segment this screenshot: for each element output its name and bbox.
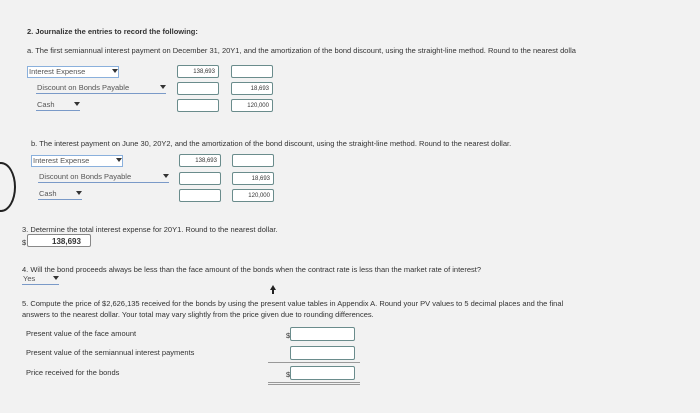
credit-field-discount-a[interactable]: 18,693 [231,82,273,95]
credit-field-discount-b[interactable]: 18,693 [232,172,274,185]
chevron-down-icon [74,102,80,106]
account-select-interest-expense-a[interactable]: Interest Expense [27,66,119,78]
question-4-text: 4. Will the bond proceeds always be less than the face amount of the bonds when the contract rate is less than the market rate of interest? [22,265,482,274]
question-3-text: 3. Determine the total interest expense for 20Y1. Round to the nearest dollar. [22,225,278,234]
chevron-down-icon [163,174,169,178]
chevron-down-icon [53,276,59,280]
credit-field-cash-b[interactable]: 120,000 [232,189,274,202]
mouse-pointer-icon [269,285,277,295]
account-select-cash-a[interactable]: Cash [36,100,80,111]
debit-field-interest-expense-a[interactable]: 138,693 [177,65,219,78]
currency-pv-face-amount: $ [286,331,291,340]
price-received-field[interactable] [290,366,355,380]
account-select-interest-expense-b[interactable]: Interest Expense [31,155,123,167]
credit-field-interest-expense-a[interactable] [231,65,273,78]
label-pv-face-amount: Present value of the face amount [26,329,137,338]
question-2a-text: a. The first semiannual interest payment on December 31, 20Y1, and the amortization of the bond discount, using the straight-line method. Round to the nearest dolla [27,46,576,55]
question-2-title: 2. Journalize the entries to record the following: [27,27,198,36]
question-3-currency: $ [22,238,27,247]
debit-field-interest-expense-b[interactable]: 138,693 [179,154,221,167]
double-underline-1 [268,382,360,383]
account-select-discount-b[interactable]: Discount on Bonds Payable [38,172,169,183]
question-5-line1: 5. Compute the price of $2,626,135 received for the bonds by using the present value tables in Appendix A. Round your PV values to 5 decimal places and the final [22,299,564,308]
account-select-discount-a[interactable]: Discount on Bonds Payable [36,83,166,94]
account-select-cash-b[interactable]: Cash [38,189,82,200]
currency-price-received: $ [286,370,291,379]
debit-field-cash-b[interactable] [179,189,221,202]
chevron-down-icon [160,85,166,89]
pv-interest-payments-field[interactable] [290,346,355,360]
side-panel-toggle[interactable] [0,162,16,212]
label-price-received: Price received for the bonds [26,368,120,377]
chevron-down-icon [76,191,82,195]
total-divider [268,362,360,363]
credit-field-interest-expense-b[interactable] [232,154,274,167]
debit-field-discount-b[interactable] [179,172,221,185]
debit-field-discount-a[interactable] [177,82,219,95]
pv-face-amount-field[interactable] [290,327,355,341]
label-pv-interest-payments: Present value of the semiannual interest payments [26,348,195,357]
total-interest-expense-field[interactable]: 138,693 [27,234,91,247]
question-5-line2: answers to the nearest dollar. Your total may vary slightly from the price given due to rounding differences. [22,310,374,319]
credit-field-cash-a[interactable]: 120,000 [231,99,273,112]
chevron-down-icon [112,69,118,73]
chevron-down-icon [116,158,122,162]
question-2b-text: b. The interest payment on June 30, 20Y2, and the amortization of the bond discount, using the straight-line method. Round to the nearest dollar. [31,139,512,148]
double-underline-2 [268,384,360,385]
debit-field-cash-a[interactable] [177,99,219,112]
answer-select-q4[interactable]: Yes [22,274,59,285]
